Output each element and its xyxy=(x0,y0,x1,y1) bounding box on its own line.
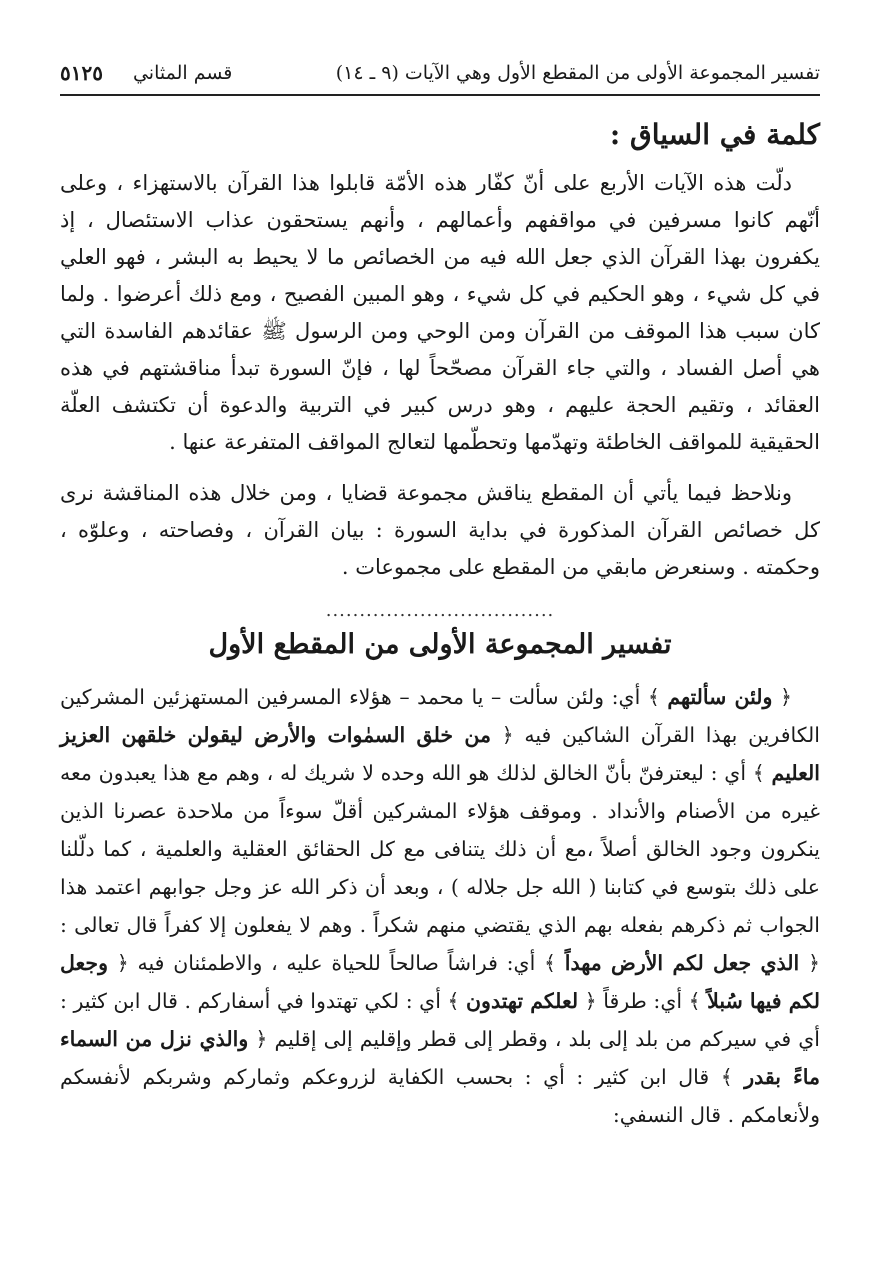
commentary-text: ﴾ أي : ليعترفنّ بأنّ الخالق لذلك هو الله وحده لا شريك له ، وهم مع هذا يعبدون معه غيره من الأصنام والأنداد . وموقف هؤلاء المشركين أقلّ سوءاً من ملاحدة عصرنا الذين ينكرون وجود الخالق أصلاً ،مع أن ذلك يتنافى مع كل الحقائق العقلية والعلمية ، كما دلّلنا على ذلك بتوسع في كتابنا ( الله جل جلاله ) ، وبعد أن ذكر الله عز وجل جوابهم اعتمد هذا الجواب ثم ذكرهم بفعله بهم الذي يقتضي منهم شكراً . وهم لا يفعلون إلا كفراً قال تعالى : ﴿ xyxy=(60,761,821,975)
tafsir-paragraph xyxy=(60,678,820,1134)
section-title: تفسير المجموعة الأولى من المقطع الأول xyxy=(208,629,672,660)
quran-text: من خلق السمٰوات والأرض ليقولن خلقهن العزيز العليم xyxy=(60,723,820,785)
commentary-text: ﴾ قال ابن كثير : أي : بحسب الكفاية لزروعكم وثماركم وشربكم لأنفسكم ولأنعامكم . قال النسفي: xyxy=(60,1065,820,1127)
quran-text: وجعل لكم فيها سُبلاً xyxy=(60,951,820,1013)
page-number: ٥١٢٥ xyxy=(60,61,103,85)
running-header xyxy=(60,52,820,96)
quran-text: والذي نزل من السماء ماءً بقدر xyxy=(60,1027,820,1089)
quran-text: ولئن سألتهم xyxy=(667,685,773,709)
header-title: تفسير المجموعة الأولى من المقطع الأول وهي الآيات (٩ ـ ١٤) xyxy=(335,62,820,84)
paragraph: دلّت هذه الآيات الأربع على أنّ كفّار هذه الأمّة قابلوا هذا القرآن بالاستهزاء ، وعلى أنّهم كانوا مسرفين في مواقفهم وأعمالهم ، وأنهم يستحقون عذاب الاستئصال ، إذ يكفرون بهذا القرآن الذي جعل الله فيه من الخصائص ما لا يحيط به البشر ، فهو العلي في كل شيء ، وهو الحكيم في كل شيء ، وهو المبين الفصيح ، ومع ذلك أعرضوا . ولما كان سبب هذا الموقف من القرآن ومن الوحي ومن الرسول ﷺ عقائدهم الفاسدة التي هي أصل الفساد ، والتي جاء القرآن مصحّحاً لها ، فإنّ السورة تبدأ مناقشتهم في هذه العقائد ، وتقيم الحجة عليهم ، وهو درس كبير في التربية والدعوة أن تكتشف العلّة الحقيقية للمواقف الخاطئة وتهدّمها وتحطّمها لتعالج المواقف المتفرعة عنها . xyxy=(60,171,820,454)
commentary-text: ﴾ أي: ولئن سألت – يا محمد – هؤلاء المسرفين المستهزئين المشركين الكافرين بهذا القرآن الشاكين فيه ﴿ xyxy=(60,685,821,747)
header-meta xyxy=(60,61,232,85)
header-part: قسم المثاني xyxy=(132,62,233,84)
quran-text: لعلكم تهتدون xyxy=(466,989,579,1013)
commentary-text: ﴾ أي: فراشاً صالحاً للحياة عليه ، والاطمئنان فيه ﴿ xyxy=(108,951,565,975)
page xyxy=(60,52,820,1252)
commentary-text: ﴿ xyxy=(772,685,792,709)
dotted-separator: .................................. xyxy=(325,600,555,621)
quran-text: الذي جعل لكم الأرض مهداً xyxy=(564,951,800,975)
commentary-text: ﴾ أي: طرقاً ﴿ xyxy=(578,989,708,1013)
paragraph: ونلاحظ فيما يأتي أن المقطع يناقش مجموعة قضايا ، ومن خلال هذه المناقشة نرى كل خصائص القرآن المذكورة في بداية السورة : بيان القرآن ، وفصاحته ، وعلوّه ، وحكمته . وسنعرض مابقي من المقطع على مجموعات . xyxy=(60,481,820,579)
commentary-text: ﴾ أي : لكي تهتدوا في أسفاركم . قال ابن كثير : أي في سيركم من بلد إلى بلد ، وقطر إلى قطر وإقليم إلى إقليم ﴿ xyxy=(60,989,820,1051)
section-heading: كلمة في السياق : xyxy=(609,118,820,151)
